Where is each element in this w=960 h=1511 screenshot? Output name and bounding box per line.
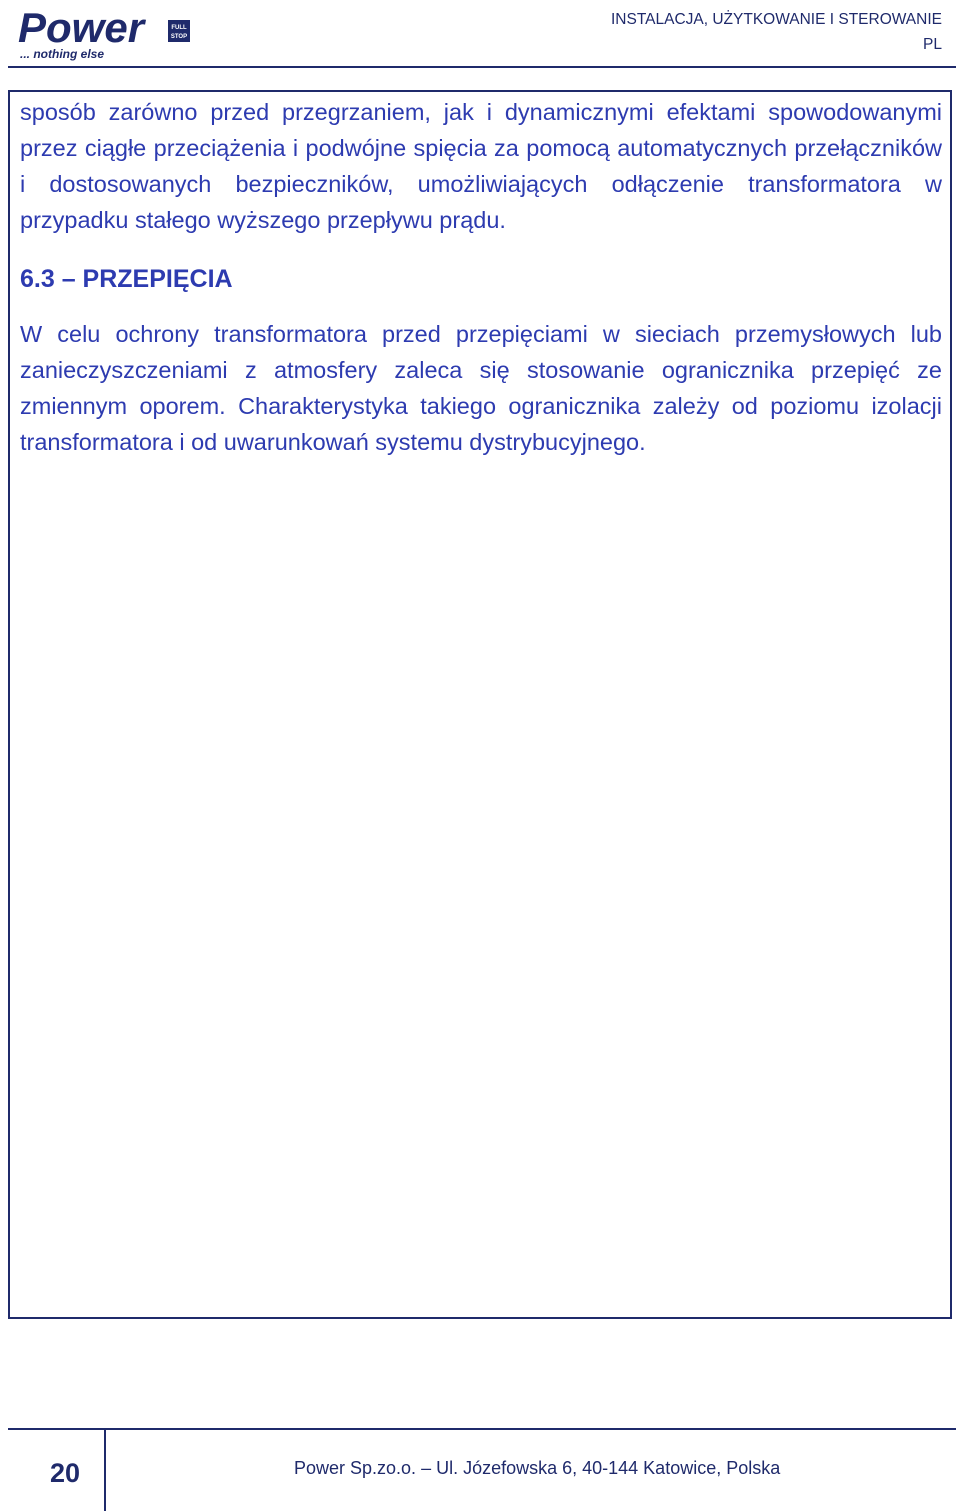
document-header bbox=[611, 7, 942, 57]
header-title: INSTALACJA, UŻYTKOWANIE I STEROWANIE bbox=[611, 11, 942, 28]
section-heading: 6.3 – PRZEPIĘCIA bbox=[20, 265, 233, 293]
logo-badge-top: FULL bbox=[171, 25, 187, 31]
footer-vertical-divider bbox=[104, 1428, 106, 1511]
logo-tagline: ... nothing else bbox=[20, 47, 105, 61]
footer-divider bbox=[8, 1428, 956, 1430]
body-paragraph-1: sposób zarówno przed przegrzaniem, jak i dynamicznymi efektami spowodowanymi przez ciągłe przeciążenia i podwójne spięcia za pomocą automatycznych przełączników i dostosowanych bezpieczników, umożliwiających odłączenie transformatora w przypadku stałego wyższego przepływu prądu. bbox=[20, 99, 942, 233]
logo-word: Power bbox=[18, 4, 145, 51]
header-divider bbox=[8, 66, 956, 68]
header-language: PL bbox=[923, 36, 942, 53]
footer-address: Power Sp.zo.o. – Ul. Józefowska 6, 40-144 Katowice, Polska bbox=[294, 1458, 781, 1478]
company-logo bbox=[16, 4, 196, 64]
page-number: 20 bbox=[49, 1458, 81, 1488]
body-paragraph-2: W celu ochrony transformatora przed przepięciami w sieciach przemysłowych lub zanieczyszczeniami z atmosfery zaleca się stosowanie ogranicznika przepięć ze zmiennym oporem. Charakterystyka takiego ogranicznika zależy od poziomu izolacji transformatora i od uwarunkowań systemu dystrybucyjnego. bbox=[20, 321, 942, 455]
page-content bbox=[20, 94, 942, 460]
logo-badge-bottom: STOP bbox=[170, 34, 188, 40]
